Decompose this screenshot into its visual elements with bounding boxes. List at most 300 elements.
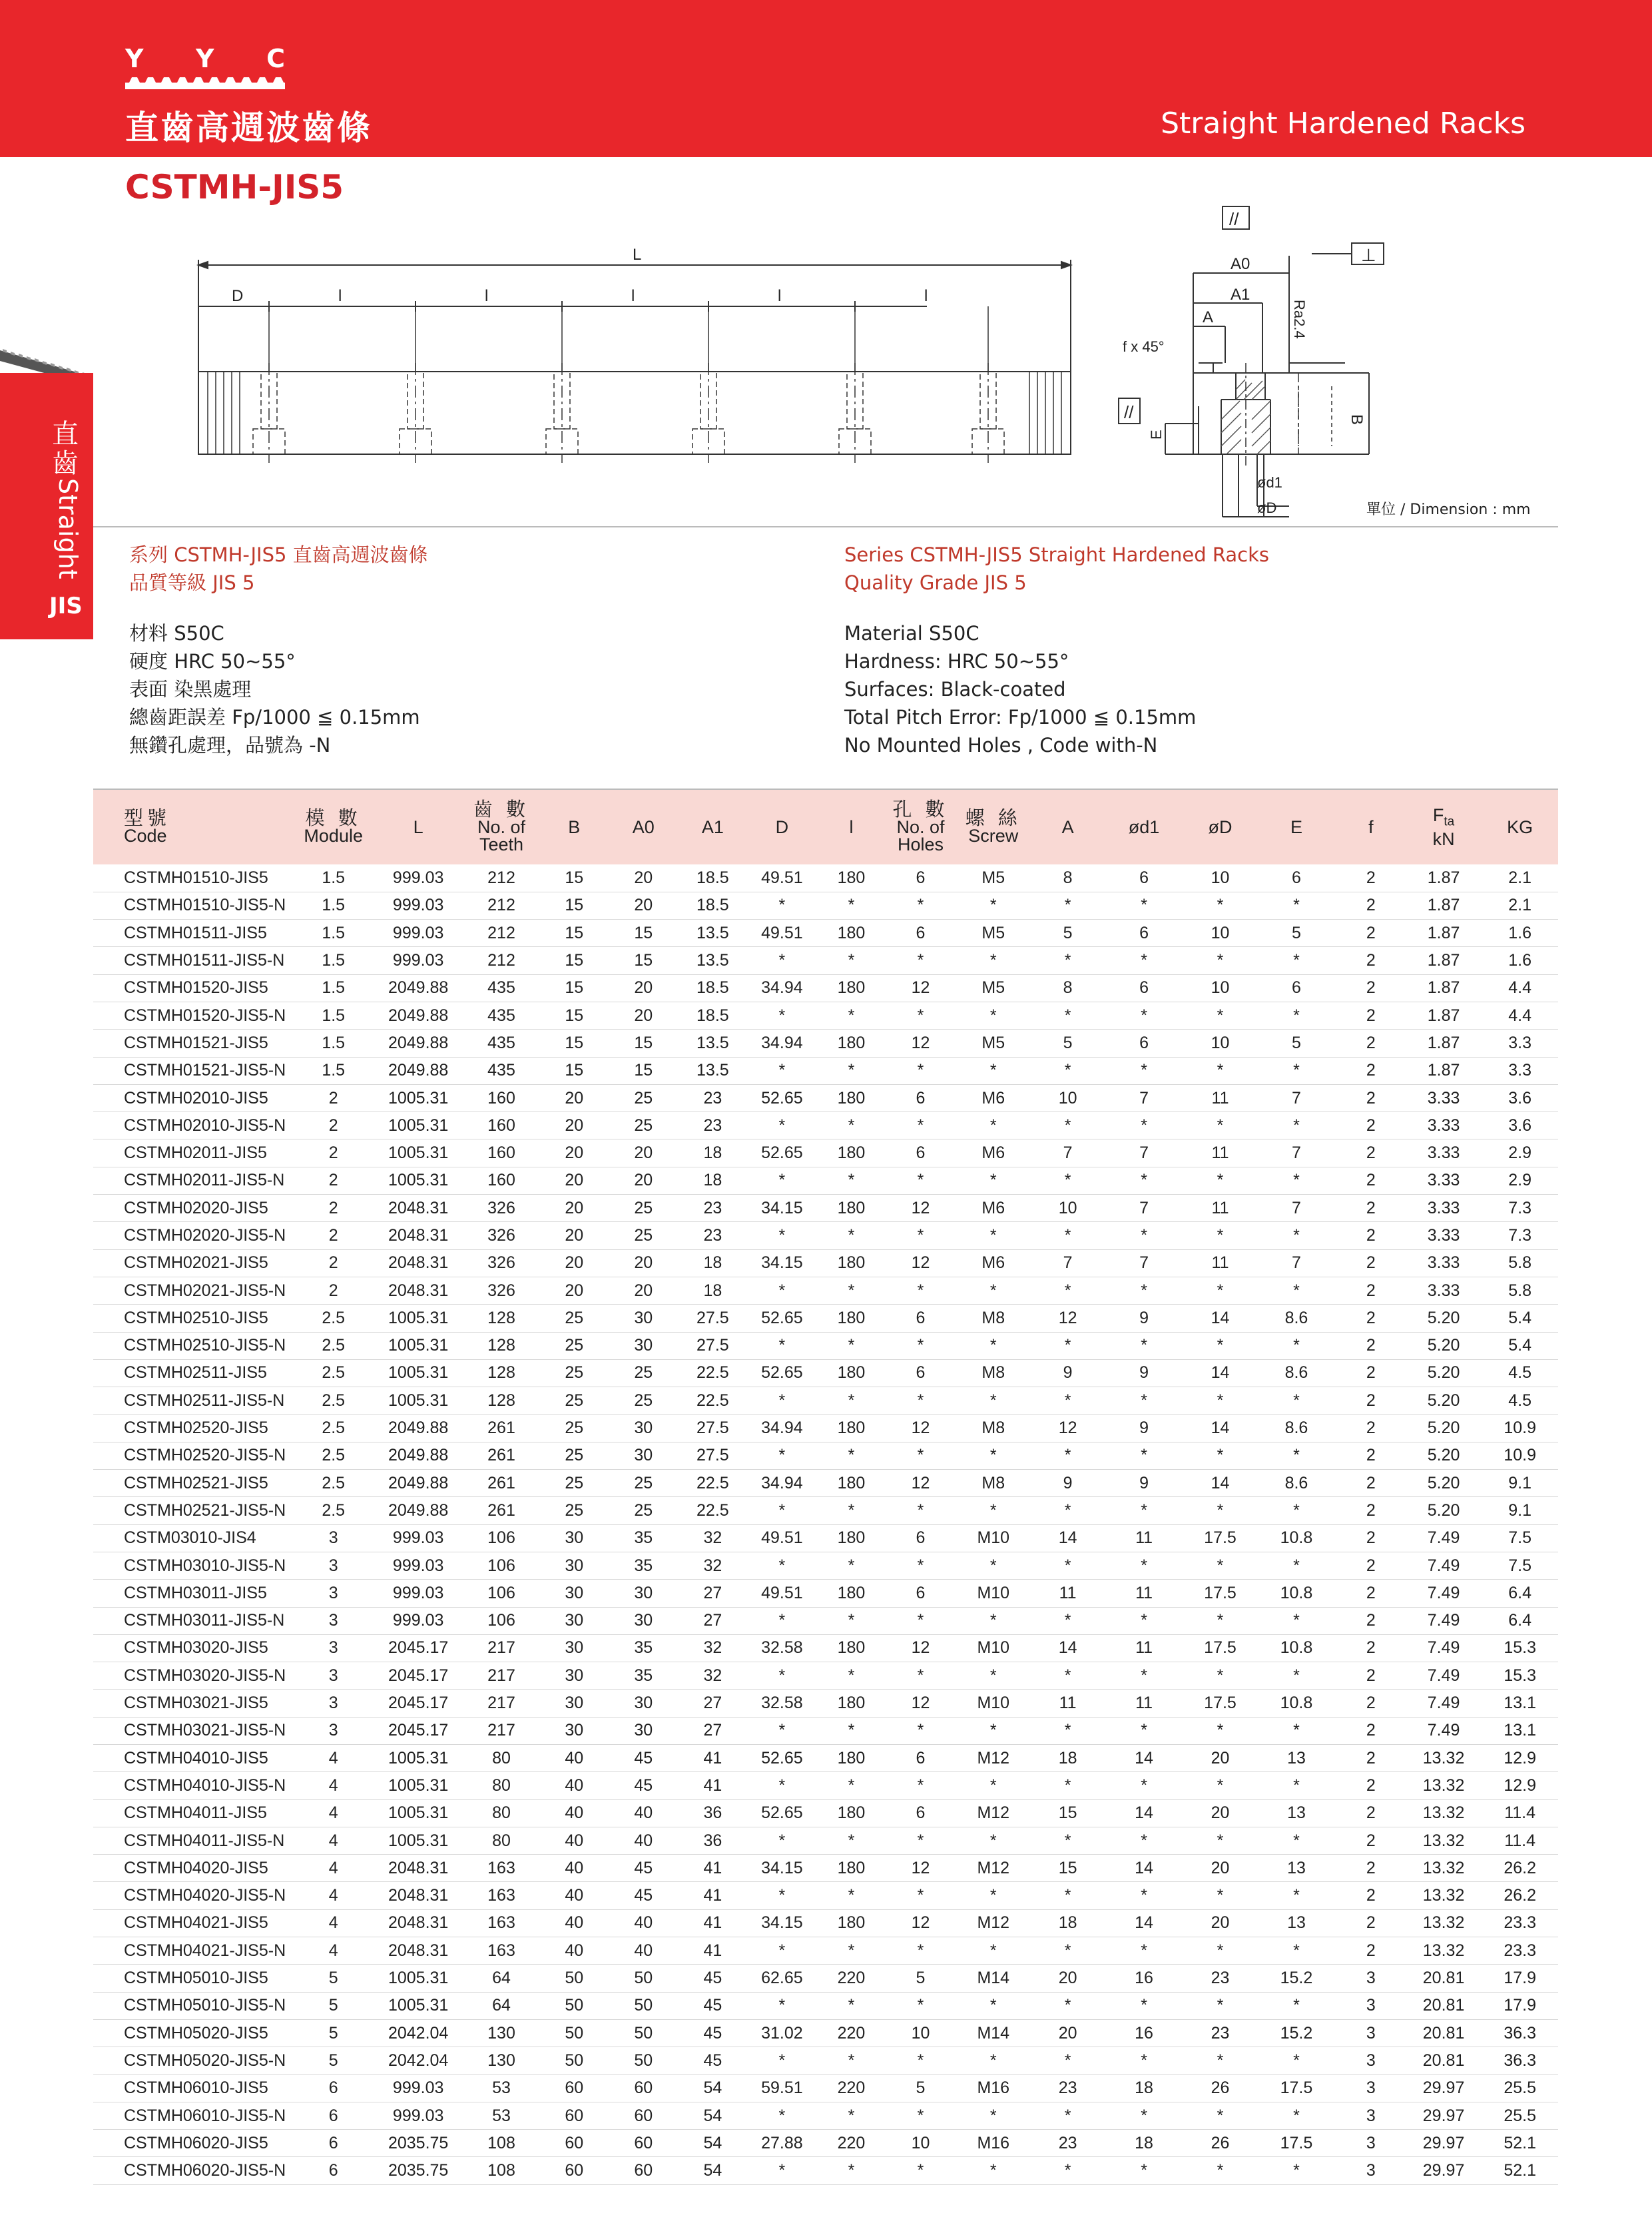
cell-kg: 7.5 xyxy=(1482,1552,1558,1579)
cell-holes: 6 xyxy=(886,1305,955,1332)
cell-teeth: 435 xyxy=(463,1030,539,1057)
cell-teeth: 108 xyxy=(463,2130,539,2157)
cell-phiD: * xyxy=(1184,1937,1256,1965)
cell-holes: * xyxy=(886,1992,955,2019)
cell-L: 1005.31 xyxy=(374,1827,463,1854)
table-row xyxy=(93,1992,1558,2019)
cell-d1: * xyxy=(1104,1937,1184,1965)
table-row xyxy=(93,1002,1558,1029)
cell-D: 32.58 xyxy=(747,1634,816,1662)
cell-code: CSTMH02520-JIS5 xyxy=(93,1415,294,1442)
cell-E: * xyxy=(1256,1222,1336,1249)
cell-fta: 5.20 xyxy=(1406,1497,1482,1524)
cell-screw: M10 xyxy=(956,1580,1031,1607)
cell-E: * xyxy=(1256,1717,1336,1744)
cell-d1: * xyxy=(1104,1057,1184,1084)
cell-B: 20 xyxy=(539,1277,609,1304)
cell-D: * xyxy=(747,1002,816,1029)
cell-l: * xyxy=(816,1222,886,1249)
cell-B: 60 xyxy=(539,2157,609,2184)
cell-L: 1005.31 xyxy=(374,1992,463,2019)
cell-d1: 7 xyxy=(1104,1195,1184,1222)
cell-B: 30 xyxy=(539,1580,609,1607)
cell-l: 220 xyxy=(816,2019,886,2047)
table-row xyxy=(93,974,1558,1002)
cell-kg: 13.1 xyxy=(1482,1717,1558,1744)
cell-screw: * xyxy=(956,1002,1031,1029)
cell-phiD: 14 xyxy=(1184,1359,1256,1387)
dim-L: L xyxy=(633,246,642,264)
cell-f: 2 xyxy=(1336,1772,1406,1799)
cell-holes: 12 xyxy=(886,1634,955,1662)
cell-holes: 5 xyxy=(886,2074,955,2102)
cell-teeth: 80 xyxy=(463,1827,539,1854)
cell-d1: 7 xyxy=(1104,1139,1184,1167)
cell-A1: 23 xyxy=(678,1222,747,1249)
cell-B: 25 xyxy=(539,1442,609,1469)
cell-module: 4 xyxy=(294,1745,374,1772)
cell-A: * xyxy=(1031,2047,1104,2074)
cell-code: CSTMH02010-JIS5 xyxy=(93,1084,294,1112)
cell-A: 18 xyxy=(1031,1745,1104,1772)
cell-A1: 41 xyxy=(678,1745,747,1772)
col-B: B xyxy=(568,817,581,837)
cell-module: 3 xyxy=(294,1580,374,1607)
cell-kg: 15.3 xyxy=(1482,1662,1558,1690)
cell-B: 20 xyxy=(539,1167,609,1194)
cell-B: 25 xyxy=(539,1359,609,1387)
cell-kg: 52.1 xyxy=(1482,2157,1558,2184)
cell-module: 3 xyxy=(294,1690,374,1717)
cell-D: 32.58 xyxy=(747,1690,816,1717)
cell-phiD: 10 xyxy=(1184,1030,1256,1057)
cell-module: 2 xyxy=(294,1277,374,1304)
cell-B: 40 xyxy=(539,1909,609,1937)
cell-l: * xyxy=(816,2047,886,2074)
cell-B: 25 xyxy=(539,1497,609,1524)
table-row xyxy=(93,2019,1558,2047)
cell-A: 14 xyxy=(1031,1634,1104,1662)
cell-B: 20 xyxy=(539,1195,609,1222)
cell-f: 3 xyxy=(1336,1965,1406,1992)
cell-fta: 13.32 xyxy=(1406,1745,1482,1772)
col-teeth: 齒 數 No. of Teeth xyxy=(473,799,530,854)
cell-kg: 7.3 xyxy=(1482,1222,1558,1249)
cell-d1: * xyxy=(1104,1277,1184,1304)
cell-A0: 25 xyxy=(609,1387,678,1415)
cell-A1: 22.5 xyxy=(678,1387,747,1415)
cell-screw: M6 xyxy=(956,1249,1031,1277)
cell-screw: M16 xyxy=(956,2130,1031,2157)
cell-d1: * xyxy=(1104,1882,1184,1909)
cell-kg: 5.4 xyxy=(1482,1332,1558,1359)
cell-l: * xyxy=(816,2157,886,2184)
cell-d1: 11 xyxy=(1104,1690,1184,1717)
cell-A: * xyxy=(1031,1497,1104,1524)
cell-screw: * xyxy=(956,1607,1031,1634)
cell-L: 1005.31 xyxy=(374,1387,463,1415)
cell-l: 180 xyxy=(816,1909,886,1937)
table-row xyxy=(93,1415,1558,1442)
dim-chamfer: f x 45° xyxy=(1123,338,1165,355)
cell-B: 60 xyxy=(539,2102,609,2129)
cell-L: 2048.31 xyxy=(374,1882,463,1909)
spec-line: 材料 S50C xyxy=(129,622,224,645)
cell-phiD: * xyxy=(1184,1497,1256,1524)
cell-code: CSTMH03011-JIS5 xyxy=(93,1580,294,1607)
table-row xyxy=(93,1965,1558,1992)
cell-phiD: * xyxy=(1184,1277,1256,1304)
cell-d1: * xyxy=(1104,892,1184,919)
product-title: CSTMH-JIS5 xyxy=(125,168,344,206)
cell-l: * xyxy=(816,1277,886,1304)
cell-f: 2 xyxy=(1336,1084,1406,1112)
table-row xyxy=(93,2074,1558,2102)
cell-B: 15 xyxy=(539,892,609,919)
cell-A: 7 xyxy=(1031,1139,1104,1167)
cell-teeth: 217 xyxy=(463,1690,539,1717)
spec-series-zh: 系列 CSTMH-JIS5 直齒高週波齒條 xyxy=(129,543,428,566)
cell-A0: 35 xyxy=(609,1634,678,1662)
cell-kg: 2.1 xyxy=(1482,864,1558,892)
cell-B: 50 xyxy=(539,2047,609,2074)
cell-l: * xyxy=(816,1882,886,1909)
cell-fta: 7.49 xyxy=(1406,1634,1482,1662)
cell-A0: 30 xyxy=(609,1442,678,1469)
cell-fta: 7.49 xyxy=(1406,1524,1482,1552)
cell-phiD: 17.5 xyxy=(1184,1634,1256,1662)
cell-L: 1005.31 xyxy=(374,1772,463,1799)
cell-screw: M5 xyxy=(956,1030,1031,1057)
cell-A0: 15 xyxy=(609,947,678,974)
cell-d1: * xyxy=(1104,2157,1184,2184)
cell-l: 180 xyxy=(816,1139,886,1167)
table-row xyxy=(93,2047,1558,2074)
cell-L: 999.03 xyxy=(374,920,463,947)
cell-l: 180 xyxy=(816,1799,886,1827)
table-row xyxy=(93,1112,1558,1139)
cell-l: 180 xyxy=(816,1524,886,1552)
cell-E: 15.2 xyxy=(1256,1965,1336,1992)
cell-f: 2 xyxy=(1336,1195,1406,1222)
cell-code: CSTMH02021-JIS5 xyxy=(93,1249,294,1277)
table-row xyxy=(93,1387,1558,1415)
cell-B: 40 xyxy=(539,1827,609,1854)
cell-d1: * xyxy=(1104,2047,1184,2074)
cell-A0: 25 xyxy=(609,1112,678,1139)
cell-fta: 5.20 xyxy=(1406,1470,1482,1497)
table-row xyxy=(93,1882,1558,1909)
cell-screw: M8 xyxy=(956,1415,1031,1442)
cell-L: 1005.31 xyxy=(374,1084,463,1112)
cell-screw: * xyxy=(956,1827,1031,1854)
cell-code: CSTMH02020-JIS5 xyxy=(93,1195,294,1222)
cell-A: * xyxy=(1031,1607,1104,1634)
cell-A: 5 xyxy=(1031,920,1104,947)
cell-module: 6 xyxy=(294,2074,374,2102)
cell-f: 2 xyxy=(1336,947,1406,974)
cell-code: CSTMH01521-JIS5 xyxy=(93,1030,294,1057)
cell-l: * xyxy=(816,1552,886,1579)
cell-D: * xyxy=(747,1552,816,1579)
spec-line: Hardness: HRC 50~55° xyxy=(844,650,1069,673)
cell-f: 3 xyxy=(1336,2019,1406,2047)
cell-phiD: * xyxy=(1184,947,1256,974)
cell-screw: M8 xyxy=(956,1359,1031,1387)
cell-fta: 29.97 xyxy=(1406,2074,1482,2102)
cell-L: 2042.04 xyxy=(374,2019,463,2047)
cell-kg: 3.6 xyxy=(1482,1112,1558,1139)
cell-f: 2 xyxy=(1336,1580,1406,1607)
cell-holes: * xyxy=(886,1662,955,1690)
cell-holes: 12 xyxy=(886,974,955,1002)
cell-fta: 7.49 xyxy=(1406,1690,1482,1717)
table-row xyxy=(93,2157,1558,2184)
cell-fta: 3.33 xyxy=(1406,1167,1482,1194)
cell-L: 2045.17 xyxy=(374,1717,463,1744)
cell-A: * xyxy=(1031,1662,1104,1690)
cell-module: 4 xyxy=(294,1772,374,1799)
cell-d1: 18 xyxy=(1104,2074,1184,2102)
cell-kg: 36.3 xyxy=(1482,2047,1558,2074)
cell-D: 52.65 xyxy=(747,1084,816,1112)
cell-fta: 7.49 xyxy=(1406,1662,1482,1690)
cell-module: 2.5 xyxy=(294,1497,374,1524)
cell-phiD: 20 xyxy=(1184,1745,1256,1772)
cell-module: 4 xyxy=(294,1937,374,1965)
cell-d1: 6 xyxy=(1104,974,1184,1002)
cell-A1: 32 xyxy=(678,1552,747,1579)
cell-E: * xyxy=(1256,1112,1336,1139)
cell-phiD: 10 xyxy=(1184,864,1256,892)
cell-code: CSTMH01510-JIS5-N xyxy=(93,892,294,919)
cell-l: 180 xyxy=(816,1030,886,1057)
cell-A1: 45 xyxy=(678,2019,747,2047)
cell-d1: 9 xyxy=(1104,1470,1184,1497)
side-tab-jis: JIS xyxy=(49,593,83,619)
table-row xyxy=(93,1057,1558,1084)
cell-A0: 30 xyxy=(609,1415,678,1442)
cell-code: CSTMH02021-JIS5-N xyxy=(93,1277,294,1304)
cell-L: 2035.75 xyxy=(374,2130,463,2157)
cell-teeth: 163 xyxy=(463,1855,539,1882)
cell-fta: 3.33 xyxy=(1406,1222,1482,1249)
cell-d1: 11 xyxy=(1104,1524,1184,1552)
cell-phiD: 17.5 xyxy=(1184,1580,1256,1607)
spec-line: 無鑽孔處理，品號為 -N xyxy=(129,734,331,757)
cell-phiD: 11 xyxy=(1184,1139,1256,1167)
cell-A1: 27 xyxy=(678,1717,747,1744)
cell-A: 11 xyxy=(1031,1580,1104,1607)
cell-module: 3 xyxy=(294,1552,374,1579)
cell-teeth: 163 xyxy=(463,1909,539,1937)
cell-kg: 5.8 xyxy=(1482,1249,1558,1277)
cell-L: 1005.31 xyxy=(374,1745,463,1772)
cell-A0: 25 xyxy=(609,1470,678,1497)
cell-L: 2049.88 xyxy=(374,974,463,1002)
cell-screw: M16 xyxy=(956,2074,1031,2102)
cell-holes: * xyxy=(886,2157,955,2184)
cell-teeth: 160 xyxy=(463,1167,539,1194)
cell-l: 220 xyxy=(816,2130,886,2157)
cell-module: 4 xyxy=(294,1855,374,1882)
table-row xyxy=(93,1937,1558,1965)
cell-D: 49.51 xyxy=(747,864,816,892)
cell-kg: 6.4 xyxy=(1482,1580,1558,1607)
cell-l: 220 xyxy=(816,1965,886,1992)
cell-holes: * xyxy=(886,1497,955,1524)
col-phiD: øD xyxy=(1208,817,1233,837)
col-f: f xyxy=(1368,817,1374,837)
cell-E: 7 xyxy=(1256,1084,1336,1112)
cell-holes: 6 xyxy=(886,1359,955,1387)
cell-A: * xyxy=(1031,947,1104,974)
table-row xyxy=(93,1690,1558,1717)
cell-screw: * xyxy=(956,1772,1031,1799)
cell-A0: 25 xyxy=(609,1222,678,1249)
table-row xyxy=(93,1799,1558,1827)
cell-kg: 2.9 xyxy=(1482,1139,1558,1167)
cell-D: * xyxy=(747,1332,816,1359)
cell-A0: 20 xyxy=(609,1249,678,1277)
spec-line: Material S50C xyxy=(844,622,979,645)
table-row xyxy=(93,1855,1558,1882)
cell-d1: * xyxy=(1104,1717,1184,1744)
cell-d1: * xyxy=(1104,1772,1184,1799)
cell-A1: 41 xyxy=(678,1772,747,1799)
cell-phiD: * xyxy=(1184,1992,1256,2019)
cell-code: CSTMH04020-JIS5 xyxy=(93,1855,294,1882)
cell-phiD: 17.5 xyxy=(1184,1524,1256,1552)
cell-module: 3 xyxy=(294,1662,374,1690)
cell-f: 2 xyxy=(1336,864,1406,892)
cell-D: * xyxy=(747,1607,816,1634)
table-row xyxy=(93,1139,1558,1167)
cell-module: 2.5 xyxy=(294,1442,374,1469)
cell-A: * xyxy=(1031,2102,1104,2129)
table-row xyxy=(93,1305,1558,1332)
cell-screw: * xyxy=(956,947,1031,974)
cell-A0: 15 xyxy=(609,1057,678,1084)
cell-L: 2049.88 xyxy=(374,1002,463,1029)
table-row xyxy=(93,1497,1558,1524)
cell-phiD: 26 xyxy=(1184,2074,1256,2102)
cell-holes: * xyxy=(886,1057,955,1084)
cell-f: 2 xyxy=(1336,1415,1406,1442)
cell-l: * xyxy=(816,1992,886,2019)
col-D: D xyxy=(775,817,789,837)
table-row xyxy=(93,1195,1558,1222)
cell-A: * xyxy=(1031,1442,1104,1469)
cell-teeth: 217 xyxy=(463,1634,539,1662)
cell-l: * xyxy=(816,1442,886,1469)
cell-A1: 41 xyxy=(678,1855,747,1882)
cell-f: 3 xyxy=(1336,2047,1406,2074)
cell-code: CSTMH04010-JIS5 xyxy=(93,1745,294,1772)
cell-holes: 6 xyxy=(886,1580,955,1607)
parallel-symbol: // xyxy=(1124,402,1134,422)
cell-phiD: * xyxy=(1184,1112,1256,1139)
cell-E: * xyxy=(1256,1607,1336,1634)
cell-f: 2 xyxy=(1336,1799,1406,1827)
cell-A: * xyxy=(1031,1277,1104,1304)
cell-f: 2 xyxy=(1336,1139,1406,1167)
cell-module: 4 xyxy=(294,1882,374,1909)
cell-kg: 25.5 xyxy=(1482,2102,1558,2129)
cell-E: * xyxy=(1256,1882,1336,1909)
cell-code: CSTMH06020-JIS5 xyxy=(93,2130,294,2157)
cell-holes: * xyxy=(886,1167,955,1194)
cell-l: 180 xyxy=(816,1690,886,1717)
cell-code: CSTMH02010-JIS5-N xyxy=(93,1112,294,1139)
cell-A: 7 xyxy=(1031,1249,1104,1277)
cell-f: 2 xyxy=(1336,1909,1406,1937)
cell-f: 2 xyxy=(1336,1607,1406,1634)
cell-L: 999.03 xyxy=(374,2074,463,2102)
cell-d1: 9 xyxy=(1104,1305,1184,1332)
cell-module: 1.5 xyxy=(294,947,374,974)
cell-L: 999.03 xyxy=(374,947,463,974)
cell-E: * xyxy=(1256,1277,1336,1304)
cell-fta: 1.87 xyxy=(1406,974,1482,1002)
cell-L: 999.03 xyxy=(374,1552,463,1579)
cell-A1: 22.5 xyxy=(678,1359,747,1387)
cell-D: 34.15 xyxy=(747,1195,816,1222)
cell-B: 40 xyxy=(539,1937,609,1965)
cell-holes: 12 xyxy=(886,1690,955,1717)
cell-A1: 22.5 xyxy=(678,1470,747,1497)
cell-A0: 50 xyxy=(609,1992,678,2019)
cell-module: 1.5 xyxy=(294,1002,374,1029)
cell-A1: 45 xyxy=(678,1965,747,1992)
cell-l: * xyxy=(816,1607,886,1634)
cell-holes: * xyxy=(886,1112,955,1139)
table-row xyxy=(93,2130,1558,2157)
cell-E: 8.6 xyxy=(1256,1415,1336,1442)
cell-A0: 30 xyxy=(609,1305,678,1332)
cell-D: * xyxy=(747,1662,816,1690)
table-row xyxy=(93,1909,1558,1937)
cell-A0: 60 xyxy=(609,2130,678,2157)
cell-screw: * xyxy=(956,892,1031,919)
cell-code: CSTMH01510-JIS5 xyxy=(93,864,294,892)
cell-A: 14 xyxy=(1031,1524,1104,1552)
cell-A0: 50 xyxy=(609,1965,678,1992)
cell-d1: 16 xyxy=(1104,2019,1184,2047)
cell-l: * xyxy=(816,1717,886,1744)
cell-L: 1005.31 xyxy=(374,1139,463,1167)
cell-B: 50 xyxy=(539,2019,609,2047)
cell-A: 15 xyxy=(1031,1855,1104,1882)
cell-d1: * xyxy=(1104,1112,1184,1139)
cell-D: * xyxy=(747,2102,816,2129)
cell-l: * xyxy=(816,1002,886,1029)
cell-module: 1.5 xyxy=(294,892,374,919)
cell-code: CSTMH02020-JIS5-N xyxy=(93,1222,294,1249)
col-A1: A1 xyxy=(701,817,724,837)
cell-code: CSTMH02521-JIS5 xyxy=(93,1470,294,1497)
cell-module: 2 xyxy=(294,1139,374,1167)
cell-A: * xyxy=(1031,1002,1104,1029)
cell-module: 3 xyxy=(294,1717,374,1744)
cell-fta: 5.20 xyxy=(1406,1359,1482,1387)
cell-teeth: 128 xyxy=(463,1332,539,1359)
cell-l: 180 xyxy=(816,1634,886,1662)
cell-teeth: 80 xyxy=(463,1799,539,1827)
table-row xyxy=(93,1607,1558,1634)
cell-A0: 40 xyxy=(609,1827,678,1854)
cell-screw: * xyxy=(956,1992,1031,2019)
